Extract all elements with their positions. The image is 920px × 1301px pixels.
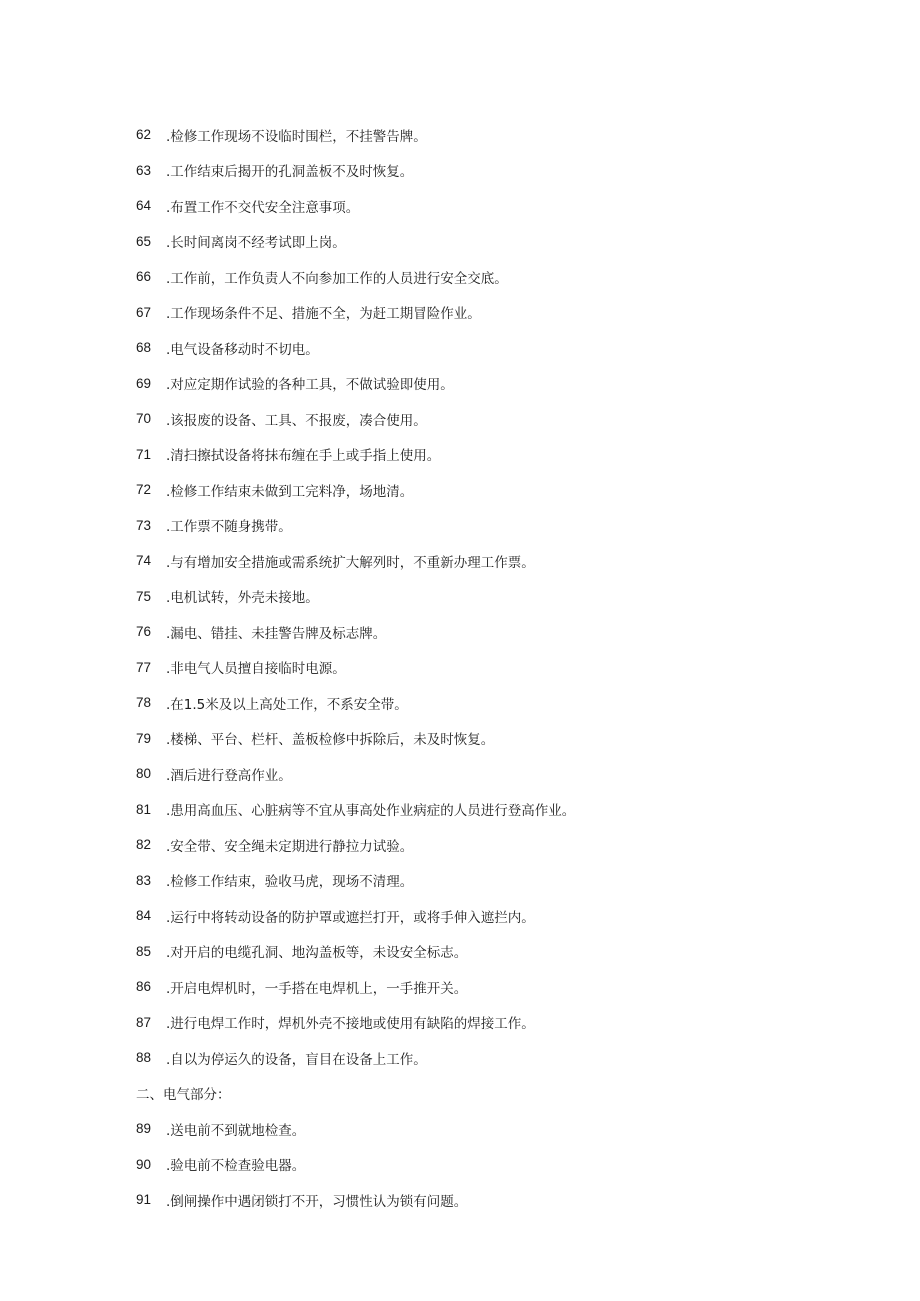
item-text: .电气设备移动时不切电。 (166, 341, 319, 358)
list-item (136, 508, 836, 544)
item-text: .检修工作现场不设临时围栏，不挂警告牌。 (166, 128, 427, 145)
violation-list (136, 117, 836, 1218)
item-number: 84 (136, 908, 152, 924)
list-item (136, 1147, 836, 1183)
list-item (136, 401, 836, 437)
list-item (136, 1005, 836, 1041)
item-text: .布置工作不交代安全注意事项。 (166, 199, 360, 216)
item-number: 65 (136, 233, 152, 249)
item-text: .开启电焊机时，一手搭在电焊机上，一手推开关。 (166, 980, 468, 997)
list-item (136, 934, 836, 970)
list-item (136, 863, 836, 899)
item-text: .安全带、安全绳未定期进行静拉力试验。 (166, 838, 414, 855)
item-text: .自以为停运久的设备，盲目在设备上工作。 (166, 1051, 427, 1068)
item-number: 67 (136, 304, 152, 320)
list-item (136, 614, 836, 650)
item-number: 69 (136, 375, 152, 391)
list-item (136, 898, 836, 934)
item-number: 64 (136, 198, 152, 214)
list-item (136, 650, 836, 686)
item-text: .验电前不检查验电器。 (166, 1158, 306, 1175)
item-number: 79 (136, 730, 152, 746)
list-item (136, 969, 836, 1005)
item-text: .长时间离岗不经考试即上岗。 (166, 235, 346, 252)
list-item (136, 437, 836, 473)
item-number: 73 (136, 517, 152, 533)
item-number: 76 (136, 624, 152, 640)
item-number: 74 (136, 553, 152, 569)
item-text: .该报废的设备、工具、不报废，凑合使用。 (166, 412, 427, 429)
item-number: 90 (136, 1156, 152, 1172)
item-text: .工作现场条件不足、措施不全，为赶工期冒险作业。 (166, 306, 481, 323)
item-text: .在1.5米及以上高处工作，不系安全带。 (166, 696, 408, 713)
list-item (136, 685, 836, 721)
item-text: .漏电、错挂、未挂警告牌及标志牌。 (166, 625, 387, 642)
item-number: 68 (136, 340, 152, 356)
item-number: 75 (136, 588, 152, 604)
list-item (136, 366, 836, 402)
item-text: .对应定期作试验的各种工具，不做试验即使用。 (166, 377, 454, 394)
item-number: 78 (136, 695, 152, 711)
list-item (136, 827, 836, 863)
item-number: 80 (136, 766, 152, 782)
item-text: .进行电焊工作时，焊机外壳不接地或使用有缺陷的焊接工作。 (166, 1016, 535, 1033)
item-number: 77 (136, 659, 152, 675)
list-item (136, 472, 836, 508)
item-text: .工作结束后揭开的孔洞盖板不及时恢复。 (166, 164, 414, 181)
list-item (136, 579, 836, 615)
list-item (136, 295, 836, 331)
item-text: .送电前不到就地检查。 (166, 1122, 306, 1139)
list-item (136, 224, 836, 260)
list-item (136, 117, 836, 153)
item-number: 91 (136, 1192, 152, 1208)
item-number: 82 (136, 837, 152, 853)
item-text: .对开启的电缆孔洞、地沟盖板等，未设安全标志。 (166, 945, 468, 962)
list-item (136, 1040, 836, 1076)
item-number: 70 (136, 411, 152, 427)
list-item (136, 756, 836, 792)
list-item (136, 721, 836, 757)
item-text: .清扫擦拭设备将抹布缠在手上或手指上使用。 (166, 448, 441, 465)
item-number: 87 (136, 1014, 152, 1030)
list-item (136, 330, 836, 366)
item-text: .电机试转，外壳未接地。 (166, 590, 319, 607)
item-number: 72 (136, 482, 152, 498)
item-number: 85 (136, 943, 152, 959)
section-heading: 二、电气部分： (136, 1087, 231, 1104)
item-number: 86 (136, 979, 152, 995)
list-item (136, 792, 836, 828)
list-item (136, 1182, 836, 1218)
item-number: 88 (136, 1050, 152, 1066)
item-number: 62 (136, 127, 152, 143)
item-text: .运行中将转动设备的防护罩或遮拦打开，或将手伸入遮拦内。 (166, 909, 535, 926)
item-text: .非电气人员擅自接临时电源。 (166, 661, 346, 678)
item-text: .工作票不随身携带。 (166, 519, 292, 536)
item-text: .检修工作结束，验收马虎，现场不清理。 (166, 874, 414, 891)
item-text: .倒闸操作中遇闭锁打不开，习惯性认为锁有问题。 (166, 1193, 468, 1210)
list-item (136, 259, 836, 295)
item-text: .楼梯、平台、栏杆、盖板检修中拆除后，未及时恢复。 (166, 732, 495, 749)
list-item (136, 153, 836, 189)
item-number: 63 (136, 162, 152, 178)
item-number: 71 (136, 446, 152, 462)
item-number: 81 (136, 801, 152, 817)
item-number: 66 (136, 269, 152, 285)
item-number: 89 (136, 1121, 152, 1137)
item-text: .患用高血压、心脏病等不宜从事高处作业病症的人员进行登高作业。 (166, 803, 576, 820)
list-item (136, 1111, 836, 1147)
item-text: .检修工作结束未做到工完料净，场地清。 (166, 483, 414, 500)
item-text: .酒后进行登高作业。 (166, 767, 292, 784)
list-item (136, 543, 836, 579)
item-text: .工作前，工作负责人不向参加工作的人员进行安全交底。 (166, 270, 508, 287)
item-number: 83 (136, 872, 152, 888)
item-text: .与有增加安全措施或需系统扩大解列时，不重新办理工作票。 (166, 554, 535, 571)
list-item (136, 188, 836, 224)
